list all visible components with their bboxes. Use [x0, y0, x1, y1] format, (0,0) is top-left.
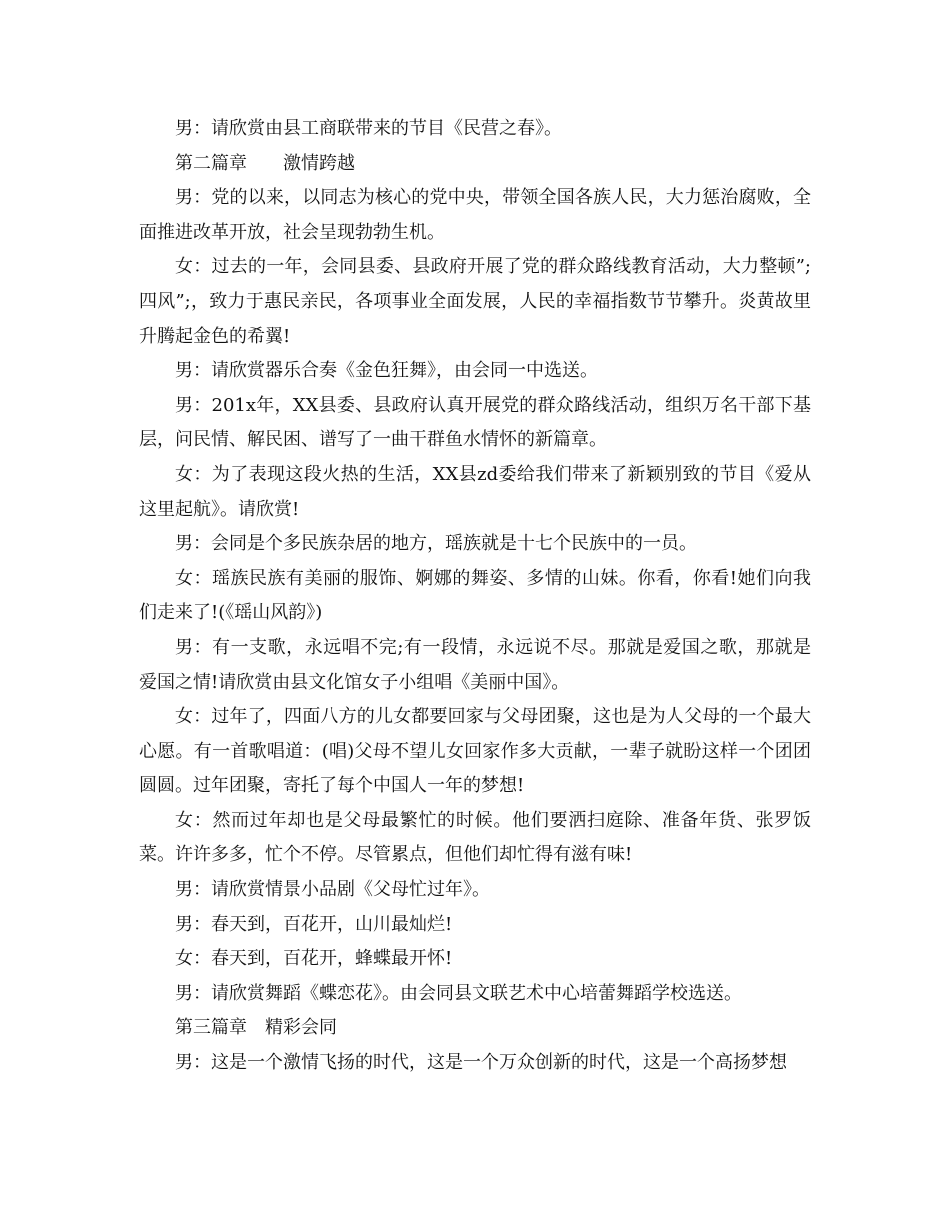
paragraph: 男：请欣赏舞蹈《蝶恋花》。由会同县文联艺术中心培蕾舞蹈学校选送。	[175, 982, 742, 1004]
paragraph: 男：有一支歌，永远唱不完;有一段情，永远说不尽。那就是爱国之歌，那就是爱国之情!请欣赏由县文化馆女子小组唱《美丽中国》。	[139, 636, 811, 693]
section-heading: 第二篇章 激情跨越	[175, 152, 355, 174]
paragraph: 女：过去的一年，会同县委、县政府开展了党的群众路线教育活动，大力整顿”;四风”;，致力于惠民亲民，各项事业全面发展，人民的幸福指数节节攀升。炎黄故里升腾起金色的希翼!	[139, 256, 811, 347]
paragraph: 男：这是一个激情飞扬的时代，这是一个万众创新的时代，这是一个高扬梦想	[175, 1052, 787, 1074]
section-heading: 第三篇章 精彩会同	[175, 1017, 337, 1039]
paragraph: 女：过年了，四面八方的儿女都要回家与父母团聚，这也是为人父母的一个最大心愿。有一首歌唱道：(唱)父母不望儿女回家作多大贡献，一辈子就盼这样一个团团圆圆。过年团聚，寄托了每个中国人一年的梦想!	[139, 706, 811, 797]
paragraph: 男：党的以来，以同志为核心的党中央，带领全国各族人民，大力惩治腐败，全面推进改革开放，社会呈现勃勃生机。	[139, 187, 811, 243]
paragraph: 女：春天到，百花开，蜂蝶最开怀!	[175, 948, 453, 970]
paragraph: 男：请欣赏由县工商联带来的节目《民营之春》。	[175, 118, 562, 139]
paragraph: 男：春天到，百花开，山川最灿烂!	[175, 913, 453, 935]
paragraph: 女：然而过年却也是父母最繁忙的时候。他们要洒扫庭除、准备年货、张罗饭菜。许许多多，忙个不停。尽管累点，但他们却忙得有滋有味!	[139, 809, 811, 866]
paragraph: 女：瑶族民族有美丽的服饰、婀娜的舞姿、多情的山妹。你看，你看!她们向我们走来了!(《瑶山风韵》)	[139, 567, 811, 624]
paragraph: 男：201x年，XX县委、县政府认真开展党的群众路线活动，组织万名干部下基层，问民情、解民困、谱写了一曲干群鱼水情怀的新篇章。	[139, 394, 811, 451]
paragraph: 男：请欣赏情景小品剧《父母忙过年》。	[175, 879, 490, 901]
document-page	[139, 112, 811, 1081]
paragraph: 男：会同是个多民族杂居的地方，瑶族就是十七个民族中的一员。	[175, 533, 697, 555]
paragraph: 女：为了表现这段火热的生活，XX县zd委给我们带来了新颖别致的节目《爱从这里起航》。请欣赏!	[139, 463, 811, 520]
paragraph: 男：请欣赏器乐合奏《金色狂舞》，由会同一中选送。	[175, 360, 598, 382]
